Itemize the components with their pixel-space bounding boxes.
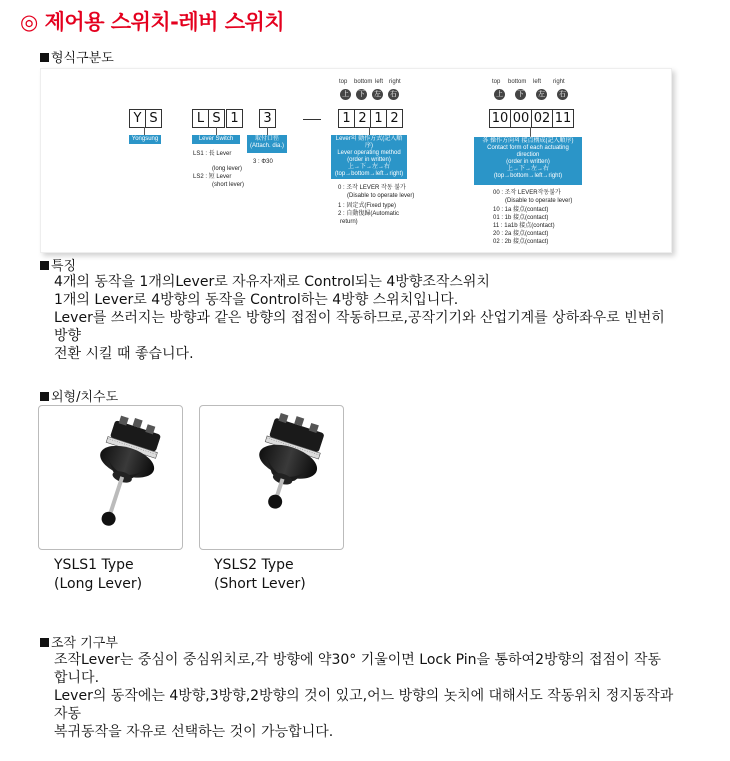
code-box: 2: [386, 109, 403, 128]
method-option: 1 : 固定式(Fixed type): [338, 203, 397, 209]
lever-switch-label: Lever Switch: [192, 135, 240, 144]
direction-badge: 右: [559, 90, 566, 98]
operation-line: 복귀동작을 자유로 선택하는 것이 가능합니다.: [54, 724, 334, 740]
contact-form-label: 各 操作方向의 接点構成(記入順序) Contact form of each actuating direction (order in written) 上→下→左→右 (top→bottom→left→right): [474, 137, 582, 185]
ls1-en-text: (long lever): [212, 166, 243, 172]
contact-option: 10 : 1a 接点(contact): [493, 207, 549, 213]
code-box: 1: [226, 109, 243, 128]
feature-line: 1개의 Lever로 4방향의 동작을 Control하는 4방향 스위치입니다.: [54, 292, 459, 308]
code-box: 1: [338, 109, 355, 128]
separator-dash: [303, 119, 321, 120]
code-box: L: [192, 109, 209, 128]
direction-label: left: [375, 79, 384, 85]
contact-option: 02 : 2b 接点(contact): [493, 239, 549, 245]
code-box: 02: [531, 109, 553, 128]
section-heading-dimensions: 외형/치수도: [40, 386, 118, 405]
code-box: 10: [489, 109, 511, 128]
operation-line: 조작Lever는 중심이 중심위치로,각 방향에 약30° 기울이면 Lock Pin을 통하여2방향의 접점이 작동: [54, 652, 662, 668]
attach-dia-label: 取付口徑 (Attach. dia.): [247, 135, 287, 153]
direction-label: bottom: [354, 79, 373, 85]
yongsung-label: Yongsung: [129, 135, 161, 144]
operation-line: 합니다.: [54, 670, 100, 686]
attach-value: 3 : Φ30: [253, 159, 273, 165]
feature-line: Lever를 쓰러지는 방향과 같은 방향의 접점이 작동하므로,공작기기와 산업기계를 상하좌우로 빈번히: [54, 310, 665, 326]
code-box: Y: [129, 109, 146, 128]
direction-badge: 右: [390, 90, 397, 98]
method-option: return): [340, 219, 358, 225]
ls2-text: LS2 : 短 Lever: [193, 174, 232, 180]
method-option: 0 : 조작 LEVER 작동 불가: [338, 185, 406, 191]
contact-option: 11 : 1a1b 接点(contact): [493, 223, 555, 229]
code-box: S: [208, 109, 225, 128]
direction-label: bottom: [508, 79, 527, 85]
direction-label: top: [339, 79, 348, 85]
direction-label: right: [389, 79, 401, 85]
section-heading-model: 형식구분도: [40, 47, 114, 66]
direction-badge: 上: [342, 90, 349, 98]
lever-switch-short-image: [200, 406, 343, 549]
contact-option: 01 : 1b 接点(contact): [493, 215, 549, 221]
direction-badge: 左: [538, 90, 545, 98]
contact-option: 00 : 조작 LEVER작동불가: [493, 190, 561, 196]
section-heading-operation: 조작 기구부: [40, 632, 118, 651]
feature-line: 방향: [54, 328, 82, 344]
direction-badge: 下: [358, 90, 365, 98]
lever-switch-long-image: [39, 406, 182, 549]
code-box: 11: [552, 109, 574, 128]
operating-method-label: Lever의 動作方式(記入順序) Lever operating method (order in written) 上→下→左→右 (top→bottom→left→right): [331, 135, 407, 179]
direction-label: top: [492, 79, 501, 85]
contact-option: (Disable to operate lever): [505, 198, 573, 204]
operation-line: Lever의 동작에는 4방향,3방향,2방향의 것이 있고,어느 방향의 놋치에 대해서도 작동위치 정지동작과: [54, 688, 674, 704]
direction-badge: 左: [374, 90, 381, 98]
method-option: (Disable to operate lever): [347, 193, 415, 199]
code-box: 00: [510, 109, 532, 128]
code-box: 1: [370, 109, 387, 128]
page-title: ◎ 제어용 스위치-레버 스위치: [20, 10, 285, 34]
caption-ysls2: YSLS2 Type (Short Lever): [214, 557, 306, 592]
direction-badge: 下: [517, 90, 524, 98]
direction-label: left: [533, 79, 542, 85]
ls2-en-text: (short lever): [212, 182, 245, 188]
code-box: S: [145, 109, 162, 128]
product-photo-ysls1: [38, 405, 183, 550]
caption-ysls1: YSLS1 Type (Long Lever): [54, 557, 143, 592]
model-designation-diagram: [40, 68, 672, 253]
section-heading-features: 특징: [40, 255, 76, 274]
feature-line: 4개의 동작을 1개의Lever로 자유자재로 Control되는 4방향조작스위치: [54, 274, 490, 290]
operation-text: [54, 651, 673, 741]
operation-line: 자동: [54, 706, 82, 722]
code-box: 2: [354, 109, 371, 128]
code-box: 3: [259, 109, 276, 128]
direction-label: right: [553, 79, 565, 85]
method-option: 2 : 自動復歸(Automatic: [338, 211, 400, 217]
ls1-text: LS1 : 長 Lever: [193, 151, 232, 157]
features-text: [54, 273, 665, 363]
contact-option: 20 : 2a 接点(contact): [493, 231, 549, 237]
direction-badge: 上: [496, 90, 503, 98]
product-photo-ysls2: [199, 405, 344, 550]
feature-line: 전환 시킬 때 좋습니다.: [54, 346, 194, 362]
